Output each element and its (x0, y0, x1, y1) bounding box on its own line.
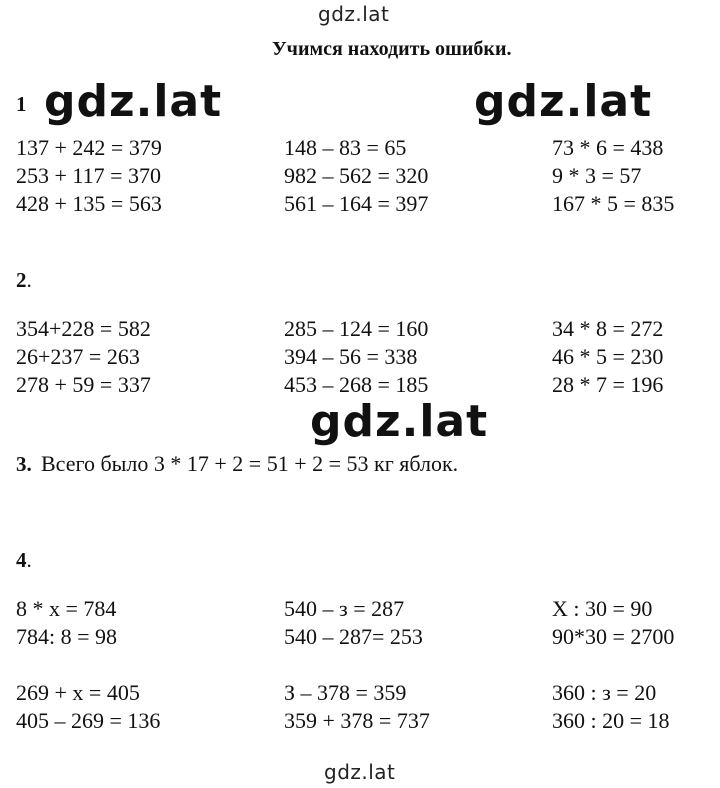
equation: 90*30 = 2700 (552, 624, 675, 649)
task4-groupB-col1 (16, 679, 160, 735)
equation: 73 * 6 = 438 (552, 135, 664, 160)
equation: 26+237 = 263 (16, 344, 140, 369)
task4-suffix: . (26, 548, 32, 572)
task1-number: 1 (16, 92, 27, 116)
equation: 784: 8 = 98 (16, 624, 118, 649)
equation: 148 – 83 = 65 (284, 135, 407, 160)
task1-col3 (552, 134, 674, 218)
task1-col1 (16, 134, 162, 218)
equation: 360 : з = 20 (552, 680, 657, 705)
equation: 540 – з = 287 (284, 596, 405, 621)
equation: 28 * 7 = 196 (552, 372, 664, 397)
equation: 137 + 242 = 379 (16, 135, 162, 160)
equation: 540 – 287= 253 (284, 624, 423, 649)
task4-groupB-col2 (284, 679, 430, 735)
task2-heading (16, 268, 32, 293)
task4-groupA-col2 (284, 595, 423, 651)
task2-col3 (552, 315, 663, 399)
equation: 428 + 135 = 563 (16, 191, 162, 216)
task3-line (16, 450, 458, 478)
equation: З – 378 = 359 (284, 680, 407, 705)
equation: 453 – 268 = 185 (284, 372, 429, 397)
equation: 982 – 562 = 320 (284, 163, 429, 188)
page-title: Учимся находить ошибки. (272, 38, 512, 60)
equation: 8 * х = 784 (16, 596, 117, 621)
task2-suffix: . (26, 268, 32, 292)
equation: 167 * 5 = 835 (552, 191, 675, 216)
equation: 359 + 378 = 737 (284, 708, 430, 733)
task4-groupA-col1 (16, 595, 117, 651)
equation: 394 – 56 = 338 (284, 344, 418, 369)
watermark-top: gdz.lat (318, 2, 390, 26)
equation: 269 + х = 405 (16, 680, 140, 705)
task4-groupA-col3 (552, 595, 674, 651)
equation: 354+228 = 582 (16, 316, 151, 341)
equation: 360 : 20 = 18 (552, 708, 670, 733)
watermark-big-right: gdz.lat (474, 76, 653, 127)
task3-text: Всего было 3 * 17 + 2 = 51 + 2 = 53 кг яблок. (41, 451, 459, 476)
task4-groupB-col3 (552, 679, 670, 735)
equation: Х : 30 = 90 (552, 596, 653, 621)
watermark-bottom: gdz.lat (324, 760, 396, 784)
watermark-big-middle: gdz.lat (310, 396, 489, 447)
task2-col2 (284, 315, 428, 399)
equation: 9 * 3 = 57 (552, 163, 642, 188)
equation: 46 * 5 = 230 (552, 344, 664, 369)
task1-col2 (284, 134, 428, 218)
task4-number: 4 (16, 548, 27, 572)
task3-number: 3. (16, 452, 32, 476)
equation: 285 – 124 = 160 (284, 316, 429, 341)
equation: 561 – 164 = 397 (284, 191, 429, 216)
equation: 34 * 8 = 272 (552, 316, 664, 341)
task4-heading (16, 548, 32, 573)
equation: 253 + 117 = 370 (16, 163, 161, 188)
watermark-big-left: gdz.lat (44, 76, 223, 127)
task2-number: 2 (16, 268, 27, 292)
task2-col1 (16, 315, 151, 399)
equation: 405 – 269 = 136 (16, 708, 161, 733)
equation: 278 + 59 = 337 (16, 372, 151, 397)
